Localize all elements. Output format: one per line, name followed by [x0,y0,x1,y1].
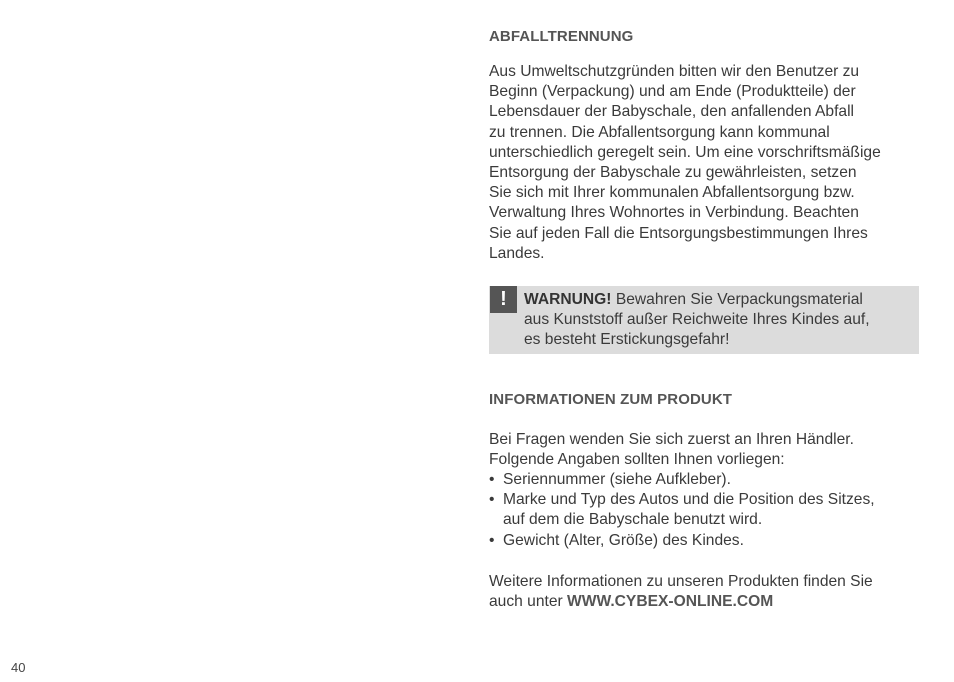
text-line: Lebensdauer der Babyschale, den anfallenden Abfall [489,103,854,121]
text-line: Folgende Angaben sollten Ihnen vorliegen: [489,451,785,469]
warning-line-2: aus Kunststoff außer Reichweite Ihres Kindes auf, [524,311,870,329]
text-line: unterschiedlich geregelt sein. Um eine vorschriftsmäßige [489,143,881,161]
section-heading-product: INFORMATIONEN ZUM PRODUKT [489,391,733,408]
exclamation-icon: ! [490,286,517,313]
product-outro [489,572,873,612]
warning-line-1: Bewahren Sie Verpackungsmaterial [611,291,863,308]
text-line: Verwaltung Ihres Wohnortes in Verbindung. Beachten [489,204,859,222]
required-info-list [489,470,875,551]
website-link[interactable]: WWW.CYBEX-ONLINE.COM [567,593,774,611]
warning-line-3: es besteht Erstickungsgefahr! [524,331,730,349]
text-line: Landes. [489,244,545,262]
product-intro [489,430,854,470]
warning-text [524,290,870,351]
text-line: Weitere Informationen zu unseren Produkten finden Sie [489,573,873,590]
warning-label: WARNUNG! [524,291,612,308]
section-heading-disposal: ABFALLTRENNUNG [489,28,634,45]
text-line: auch unter [489,593,568,611]
disposal-paragraph [489,62,881,264]
warning-box [489,286,919,354]
list-item: • Seriennummer (siehe Aufkleber). [489,470,875,490]
text-line: Sie sich mit Ihrer kommunalen Abfallentsorgung bzw. [489,184,855,202]
text-line: Entsorgung der Babyschale zu gewährleisten, setzen [489,164,857,182]
bullet-icon: • [489,531,495,549]
list-item: • Gewicht (Alter, Größe) des Kindes. [489,531,875,551]
text-line: Bei Fragen wenden Sie sich zuerst an Ihren Händler. [489,431,854,448]
list-item: • Marke und Typ des Autos und die Position des Sitzes, auf dem die Babyschale benutzt wird. [489,491,875,529]
text-line: Sie auf jeden Fall die Entsorgungsbestimmungen Ihres [489,224,868,242]
text-line: Aus Umweltschutzgründen bitten wir den Benutzer zu [489,63,860,80]
bullet-icon: • [489,471,495,488]
text-line: zu trennen. Die Abfallentsorgung kann kommunal [489,123,830,141]
page-number: 40 [11,660,26,675]
text-line: Beginn (Verpackung) und am Ende (Produktteile) der [489,83,856,101]
bullet-icon: • [489,491,495,509]
